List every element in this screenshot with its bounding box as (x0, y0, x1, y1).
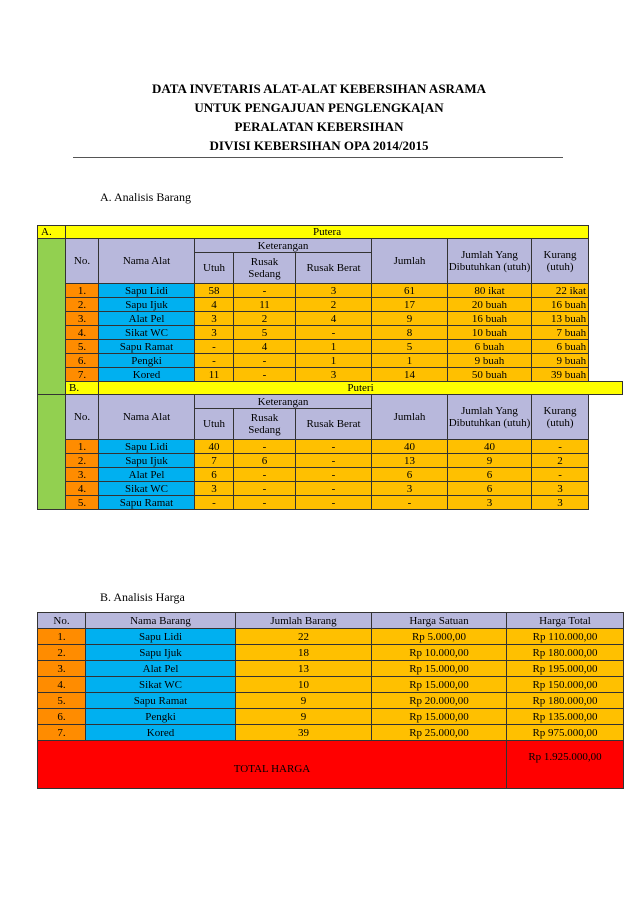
row-no: 5. (66, 496, 99, 510)
row-rusak-sedang: - (234, 482, 296, 496)
row-jumlah: 9 (372, 312, 448, 326)
section-a-label: A. Analisis Barang (100, 190, 191, 204)
row-harga-satuan: Rp 15.000,00 (372, 709, 507, 725)
row-no: 7. (66, 368, 99, 382)
row-harga-satuan: Rp 15.000,00 (372, 661, 507, 677)
table-row (38, 454, 623, 468)
col-keterangan: Keterangan (195, 239, 372, 253)
row-jumlah: 40 (372, 440, 448, 454)
row-rusak-berat: 2 (296, 298, 372, 312)
row-kurang: 6 buah (532, 340, 589, 354)
col-rusak-sedang: Rusak Sedang (234, 253, 296, 284)
puteri-side-bar (38, 395, 66, 510)
putera-header-row (38, 226, 623, 239)
row-name: Sapu Ramat (99, 496, 195, 510)
row-rusak-sedang: 11 (234, 298, 296, 312)
row-jumlah: 10 (236, 677, 372, 693)
row-utuh: 40 (195, 440, 234, 454)
row-kurang: 3 (532, 496, 589, 510)
row-kurang: - (532, 440, 589, 454)
table-row (38, 354, 623, 368)
row-no: 2. (66, 454, 99, 468)
row-utuh: 3 (195, 482, 234, 496)
row-rusak-sedang: - (234, 468, 296, 482)
col-dibutuhkan: Jumlah Yang Dibutuhkan (utuh) (448, 395, 532, 440)
row-no: 1. (38, 629, 86, 645)
puteri-header-row (38, 382, 623, 395)
col-nama-alat: Nama Alat (99, 395, 195, 440)
row-utuh: 3 (195, 326, 234, 340)
row-jumlah: 14 (372, 368, 448, 382)
row-no: 4. (38, 677, 86, 693)
row-name: Pengki (99, 354, 195, 368)
total-row (38, 741, 624, 789)
table-row (38, 468, 623, 482)
row-harga-satuan: Rp 20.000,00 (372, 693, 507, 709)
title-line-3: PERALATAN KEBERSIHAN (234, 119, 404, 134)
row-name: Sapu Lidi (86, 629, 236, 645)
row-name: Sikat WC (99, 326, 195, 340)
putera-side-bar (38, 239, 66, 395)
row-utuh: 7 (195, 454, 234, 468)
table-row (38, 368, 623, 382)
row-name: Kored (99, 368, 195, 382)
row-dibutuhkan: 80 ikat (448, 284, 532, 298)
title-line-1: DATA INVETARIS ALAT-ALAT KEBERSIHAN ASRAMA (152, 81, 486, 96)
col-no: No. (38, 613, 86, 629)
row-utuh: - (195, 354, 234, 368)
table-row (38, 326, 623, 340)
row-no: 2. (66, 298, 99, 312)
row-harga-satuan: Rp 10.000,00 (372, 645, 507, 661)
row-name: Kored (86, 725, 236, 741)
col-keterangan: Keterangan (195, 395, 372, 409)
row-name: Sikat WC (99, 482, 195, 496)
row-rusak-berat: 4 (296, 312, 372, 326)
row-utuh: 58 (195, 284, 234, 298)
table-row (38, 440, 623, 454)
table-row (38, 312, 623, 326)
table-row (38, 284, 623, 298)
row-dibutuhkan: 16 buah (448, 312, 532, 326)
row-harga-total: Rp 135.000,00 (507, 709, 624, 725)
col-utuh: Utuh (195, 409, 234, 440)
row-name: Sikat WC (86, 677, 236, 693)
row-dibutuhkan: 10 buah (448, 326, 532, 340)
document-title (0, 80, 638, 156)
col-jumlah: Jumlah (372, 395, 448, 440)
col-rusak-sedang: Rusak Sedang (234, 409, 296, 440)
table-row (38, 629, 624, 645)
row-jumlah: - (372, 496, 448, 510)
row-dibutuhkan: 3 (448, 496, 532, 510)
row-name: Sapu Ijuk (86, 645, 236, 661)
puteri-label: Puteri (99, 382, 623, 395)
total-value: Rp 1.925.000,00 (507, 741, 624, 789)
row-dibutuhkan: 20 buah (448, 298, 532, 312)
row-jumlah: 18 (236, 645, 372, 661)
col-harga-total: Harga Total (507, 613, 624, 629)
puteri-column-header-row (38, 395, 623, 409)
row-no: 6. (66, 354, 99, 368)
row-kurang: - (532, 468, 589, 482)
row-name: Sapu Lidi (99, 440, 195, 454)
row-kurang: 22 ikat (532, 284, 589, 298)
row-rusak-sedang: - (234, 440, 296, 454)
putera-letter: A. (38, 226, 66, 239)
section-b-label: B. Analisis Harga (100, 590, 185, 604)
row-rusak-berat: - (296, 496, 372, 510)
title-line-2: UNTUK PENGAJUAN PENGLENGKA[AN (194, 100, 444, 115)
table-row (38, 725, 624, 741)
row-harga-satuan: Rp 25.000,00 (372, 725, 507, 741)
row-rusak-sedang: 5 (234, 326, 296, 340)
col-no: No. (66, 239, 99, 284)
row-dibutuhkan: 40 (448, 440, 532, 454)
col-rusak-berat: Rusak Berat (296, 409, 372, 440)
row-harga-satuan: Rp 5.000,00 (372, 629, 507, 645)
row-jumlah: 9 (236, 693, 372, 709)
row-no: 3. (38, 661, 86, 677)
row-name: Sapu Lidi (99, 284, 195, 298)
row-kurang: 13 buah (532, 312, 589, 326)
row-rusak-berat: 3 (296, 368, 372, 382)
row-utuh: 11 (195, 368, 234, 382)
row-no: 4. (66, 326, 99, 340)
title-line-4: DIVISI KEBERSIHAN OPA 2014/2015 (209, 138, 429, 153)
row-name: Alat Pel (99, 312, 195, 326)
row-utuh: - (195, 496, 234, 510)
row-no: 2. (38, 645, 86, 661)
title-divider (73, 157, 563, 158)
row-harga-total: Rp 150.000,00 (507, 677, 624, 693)
row-jumlah: 39 (236, 725, 372, 741)
row-name: Alat Pel (86, 661, 236, 677)
row-dibutuhkan: 50 buah (448, 368, 532, 382)
table-row (38, 482, 623, 496)
row-rusak-berat: 1 (296, 354, 372, 368)
row-jumlah: 13 (236, 661, 372, 677)
total-label: TOTAL HARGA (38, 741, 507, 789)
row-rusak-berat: - (296, 482, 372, 496)
table-row (38, 496, 623, 510)
col-kurang: Kurang (utuh) (532, 239, 589, 284)
col-no: No. (66, 395, 99, 440)
col-dibutuhkan: Jumlah Yang Dibutuhkan (utuh) (448, 239, 532, 284)
row-dibutuhkan: 9 (448, 454, 532, 468)
row-kurang: 9 buah (532, 354, 589, 368)
row-no: 3. (66, 312, 99, 326)
row-jumlah: 17 (372, 298, 448, 312)
row-rusak-berat: - (296, 468, 372, 482)
table-row (38, 693, 624, 709)
row-rusak-berat: - (296, 454, 372, 468)
row-name: Sapu Ramat (86, 693, 236, 709)
row-jumlah: 8 (372, 326, 448, 340)
col-kurang: Kurang (utuh) (532, 395, 589, 440)
row-rusak-sedang: - (234, 496, 296, 510)
col-nama-alat: Nama Alat (99, 239, 195, 284)
row-name: Pengki (86, 709, 236, 725)
row-no: 1. (66, 440, 99, 454)
row-no: 1. (66, 284, 99, 298)
col-utuh: Utuh (195, 253, 234, 284)
row-name: Sapu Ijuk (99, 454, 195, 468)
row-name: Sapu Ramat (99, 340, 195, 354)
row-jumlah: 9 (236, 709, 372, 725)
row-jumlah: 22 (236, 629, 372, 645)
row-no: 3. (66, 468, 99, 482)
row-name: Sapu Ijuk (99, 298, 195, 312)
row-utuh: 6 (195, 468, 234, 482)
row-jumlah: 13 (372, 454, 448, 468)
puteri-letter: B. (66, 382, 99, 395)
row-no: 5. (66, 340, 99, 354)
row-rusak-sedang: - (234, 354, 296, 368)
row-harga-satuan: Rp 15.000,00 (372, 677, 507, 693)
row-rusak-sedang: - (234, 368, 296, 382)
row-rusak-sedang: - (234, 284, 296, 298)
row-rusak-sedang: 6 (234, 454, 296, 468)
row-rusak-sedang: 2 (234, 312, 296, 326)
row-rusak-sedang: 4 (234, 340, 296, 354)
price-header-row (38, 613, 624, 629)
row-jumlah: 61 (372, 284, 448, 298)
row-kurang: 7 buah (532, 326, 589, 340)
inventory-table (37, 225, 623, 510)
col-harga-satuan: Harga Satuan (372, 613, 507, 629)
row-no: 5. (38, 693, 86, 709)
table-row (38, 645, 624, 661)
col-jumlah-barang: Jumlah Barang (236, 613, 372, 629)
table-row (38, 298, 623, 312)
row-jumlah: 5 (372, 340, 448, 354)
table-row (38, 340, 623, 354)
row-rusak-berat: - (296, 326, 372, 340)
row-kurang: 2 (532, 454, 589, 468)
row-jumlah: 6 (372, 468, 448, 482)
row-dibutuhkan: 6 (448, 482, 532, 496)
row-harga-total: Rp 110.000,00 (507, 629, 624, 645)
row-rusak-berat: 1 (296, 340, 372, 354)
table-row (38, 661, 624, 677)
row-no: 4. (66, 482, 99, 496)
row-rusak-berat: - (296, 440, 372, 454)
row-harga-total: Rp 195.000,00 (507, 661, 624, 677)
row-jumlah: 1 (372, 354, 448, 368)
row-dibutuhkan: 9 buah (448, 354, 532, 368)
col-rusak-berat: Rusak Berat (296, 253, 372, 284)
row-no: 7. (38, 725, 86, 741)
putera-column-header-row (38, 239, 623, 253)
row-utuh: 4 (195, 298, 234, 312)
row-harga-total: Rp 180.000,00 (507, 693, 624, 709)
row-dibutuhkan: 6 (448, 468, 532, 482)
row-utuh: 3 (195, 312, 234, 326)
row-kurang: 3 (532, 482, 589, 496)
row-no: 6. (38, 709, 86, 725)
row-kurang: 39 buah (532, 368, 589, 382)
row-kurang: 16 buah (532, 298, 589, 312)
row-rusak-berat: 3 (296, 284, 372, 298)
row-harga-total: Rp 180.000,00 (507, 645, 624, 661)
col-nama-barang: Nama Barang (86, 613, 236, 629)
col-jumlah: Jumlah (372, 239, 448, 284)
price-table (37, 612, 624, 789)
row-dibutuhkan: 6 buah (448, 340, 532, 354)
putera-label: Putera (66, 226, 589, 239)
table-row (38, 677, 624, 693)
row-name: Alat Pel (99, 468, 195, 482)
row-utuh: - (195, 340, 234, 354)
table-row (38, 709, 624, 725)
row-harga-total: Rp 975.000,00 (507, 725, 624, 741)
row-jumlah: 3 (372, 482, 448, 496)
